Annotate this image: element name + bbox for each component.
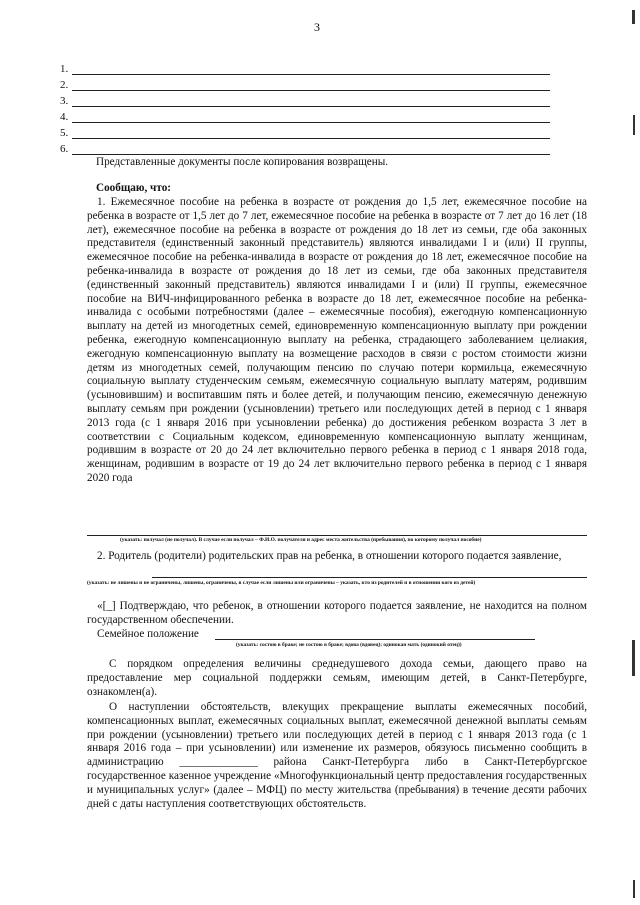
- blank-line-rule: [72, 106, 550, 107]
- blank-line-number: 6.: [60, 143, 69, 155]
- blank-line-4: [60, 111, 550, 125]
- blank-line-3: [60, 95, 550, 109]
- blank-line-1: [60, 63, 550, 77]
- note-received-benefit: (указать: получал (не получал). В случае если получал – Ф.И.О. получателя и адрес места жительства (пребывания), по которому получал пособие): [120, 537, 482, 543]
- blank-line-rule: [72, 154, 550, 155]
- blank-line-number: 5.: [60, 127, 69, 139]
- full-state-support-confirmation: «[_] Подтверждаю, что ребенок, в отношении которого подается заявление, не находится на полном государственном обеспечении.: [87, 600, 587, 626]
- note-family-status: (указать: состою в браке; не состою в браке; вдова (вдовец); одинокая мать (одинокий отец)): [236, 642, 462, 648]
- paragraph-2-parental-rights: 2. Родитель (родители) родительских прав на ребенка, в отношении которого подается заявление,: [97, 550, 562, 562]
- blank-line-number: 3.: [60, 95, 69, 107]
- documents-returned-text: Представленные документы после копирования возвращены.: [96, 156, 389, 168]
- inform-heading: Сообщаю, что:: [96, 182, 172, 194]
- blank-line-rule: [72, 90, 550, 91]
- family-status-field[interactable]: [215, 639, 535, 640]
- blank-line-5: [60, 127, 550, 141]
- paragraph-notification-obligation: О наступлении обстоятельств, влекущих прекращение выплаты ежемесячных пособий, компенсационных выплат, ежемесячных социальных выплат, ежемесячной денежной выплаты семьям при рождении (усыновлении) третьего или последующих детей в период с 1 января 2013 года (с 1 января 2016 года – при усыновлении) или изменение их размеров, обязуюсь письменно сообщить в администрацию ______________ района Санкт-Петербурга либо в Санкт-Петербургское государственное казенное учреждение «Многофункциональный центр предоставления государственных и муниципальных услуг» (далее – МФЦ) по месту жительства (пребывания) в течение десяти рабочих дней с даты наступления соответствующих обстоятельств.: [87, 701, 587, 810]
- page-number: 3: [314, 20, 320, 34]
- blank-line-number: 4.: [60, 111, 69, 123]
- blank-line-6: [60, 143, 550, 157]
- blank-line-number: 1.: [60, 63, 69, 75]
- family-status-label: Семейное положение: [97, 628, 199, 640]
- parental-rights-answer-line: [152, 577, 587, 578]
- scan-edge-mark: [633, 880, 635, 898]
- blank-line-rule: [72, 74, 550, 75]
- scan-edge-mark: [632, 640, 635, 676]
- blank-line-rule: [72, 122, 550, 123]
- paragraph-income-procedure: С порядком определения величины среднедушевого дохода семьи, дающего право на предоставление мер социальной поддержки семьям, имеющим детей, в Санкт-Петербурге, ознакомлен(а).: [87, 658, 587, 698]
- paragraph-1-benefits: 1. Ежемесячное пособие на ребенка в возрасте от рождения до 1,5 лет, ежемесячное пособие на ребенка в возрасте от 1,5 лет до 7 лет, ежемесячное пособие на ребенка в возрасте от 7 лет до 16 лет (18 лет), ежемесячное пособие на ребенка в возрасте от рождения до 18 лет из семьи, где оба законных представителя (единственный законный представитель) являются инвалидами I и (или) II группы, ежемесячное пособие на ребенка-инвалида в возрасте от рождения до 18 лет, ежемесячное пособие на ребенка-инвалида в возрасте от рождения до 18 лет из семьи, где оба законных представителя (единственный законный представитель) являются инвалидами I и (или) II группы, ежемесячное пособие на ВИЧ-инфицированного ребенка в возрасте до 18 лет, ежемесячное пособие на ребенка-инвалида с особыми потребностями (далее – ежемесячные пособия), ежегодную компенсационную выплату на детей из многодетных семей, единовременную компенсационную выплату при рождении ребенка, ежегодную компенсационную выплату на ребенка, страдающего заболеванием целиакия, ежегодную компенсационную выплату на возмещение расходов в связи с ростом стоимости жизни детям из многодетных семей, получающим пенсию по случаю потери кормильца, ежемесячную социальную выплату студенческим семьям, ежемесячную социальную выплату матерям, родившим (усыновившим) и воспитавшим пять и более детей, и получающим пенсию, ежемесячную денежную выплату семьям при рождении (усыновлении) третьего или последующих детей в период с 1 января 2013 года (с 1 января 2016 при усыновлении ребенка) до достижения ребенком возраста 3 лет в соответствии с Социальным кодексом, единовременную компенсационную выплату женщинам, родившим в возрасте от 20 до 24 лет включительно первого ребенка в период с 1 января 2018 года, женщинам, родившим в возрасте от 19 до 24 лет включительно первого ребенка в период с 1 января 2020 года: [87, 196, 587, 484]
- blank-line-number: 2.: [60, 79, 69, 91]
- scan-edge-mark: [632, 10, 635, 24]
- note-parental-rights: (указать: не лишены и не ограничены, лишены, ограничены, в случае если лишены или ограничены – указать, кто из родителей и в отношении кого из детей): [87, 580, 476, 586]
- scan-edge-mark: [633, 115, 635, 135]
- blank-line-rule: [72, 138, 550, 139]
- benefits-answer-line: [87, 535, 587, 536]
- blank-line-2: [60, 79, 550, 93]
